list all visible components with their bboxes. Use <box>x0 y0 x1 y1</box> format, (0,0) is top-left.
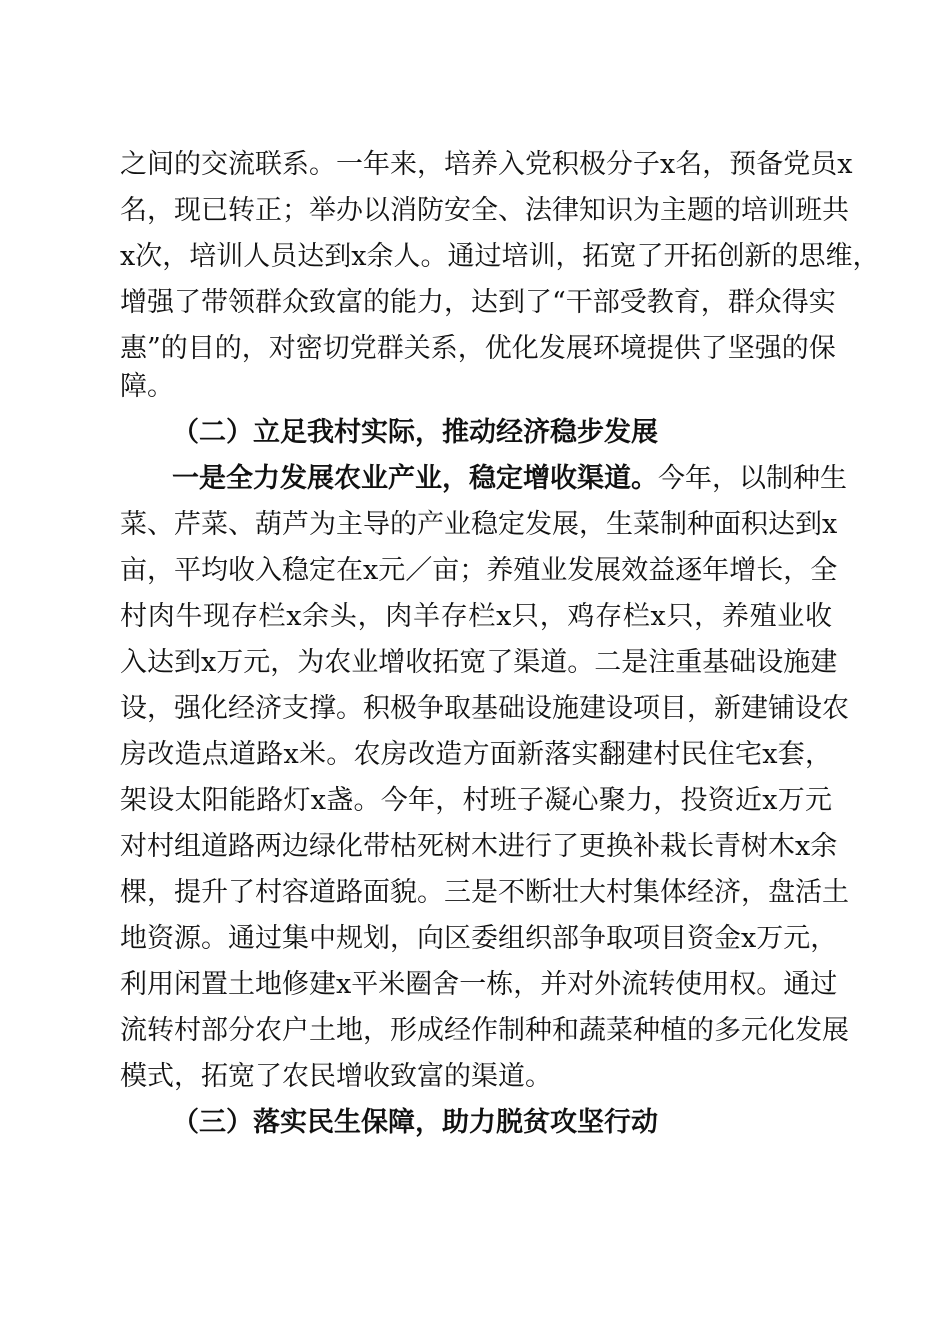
paragraph-first-line <box>172 457 847 501</box>
paragraph-line: 之间的交流联系。一年来，培养入党积极分子x名，预备党员x <box>120 149 853 180</box>
paragraph-line: 利用闲置土地修建x平米圈舍一栋，并对外流转使用权。通过 <box>120 969 838 1000</box>
lead-rest: 今年，以制种生 <box>658 463 847 494</box>
lead-phrase: 一是全力发展农业产业，稳定增收渠道。 <box>172 463 658 494</box>
paragraph-line: 棵，提升了村容道路面貌。三是不断壮大村集体经济，盘活土 <box>120 877 849 908</box>
paragraph-line: 惠”的目的，对密切党群关系，优化发展环境提供了坚强的保 <box>120 333 836 364</box>
paragraph-line: 入达到x万元，为农业增收拓宽了渠道。二是注重基础设施建 <box>120 647 838 678</box>
paragraph-line: x次，培训人员达到x余人。通过培训，拓宽了开拓创新的思维， <box>120 241 880 272</box>
paragraph-line: 模式，拓宽了农民增收致富的渠道。 <box>120 1061 552 1092</box>
section-heading: （二）立足我村实际，推动经济稳步发展 <box>172 417 658 448</box>
paragraph-line: 地资源。通过集中规划，向区委组织部争取项目资金x万元， <box>120 923 838 954</box>
paragraph-line: 名，现已转正；举办以消防安全、法律知识为主题的培训班共 <box>120 195 849 226</box>
paragraph-line: 增强了带领群众致富的能力，达到了“干部受教育，群众得实 <box>120 287 836 318</box>
paragraph-line: 架设太阳能路灯x盏。今年，村班子凝心聚力，投资近x万元 <box>120 785 832 816</box>
paragraph-line: 对村组道路两边绿化带枯死树木进行了更换补栽长青树木x余 <box>120 831 838 862</box>
paragraph-line: 障。 <box>120 371 174 402</box>
paragraph-line: 菜、芹菜、葫芦为主导的产业稳定发展，生菜制种面积达到x <box>120 509 838 540</box>
paragraph-line: 流转村部分农户土地，形成经作制种和蔬菜种植的多元化发展 <box>120 1015 849 1046</box>
section-heading: （三）落实民生保障，助力脱贫攻坚行动 <box>172 1107 658 1138</box>
paragraph-line: 设，强化经济支撑。积极争取基础设施建设项目，新建铺设农 <box>120 693 849 724</box>
paragraph-line: 房改造点道路x米。农房改造方面新落实翻建村民住宅x套， <box>120 739 832 770</box>
paragraph-line: 亩，平均收入稳定在x元／亩；养殖业发展效益逐年增长，全 <box>120 555 838 586</box>
paragraph-line: 村肉牛现存栏x余头，肉羊存栏x只，鸡存栏x只，养殖业收 <box>120 601 832 632</box>
